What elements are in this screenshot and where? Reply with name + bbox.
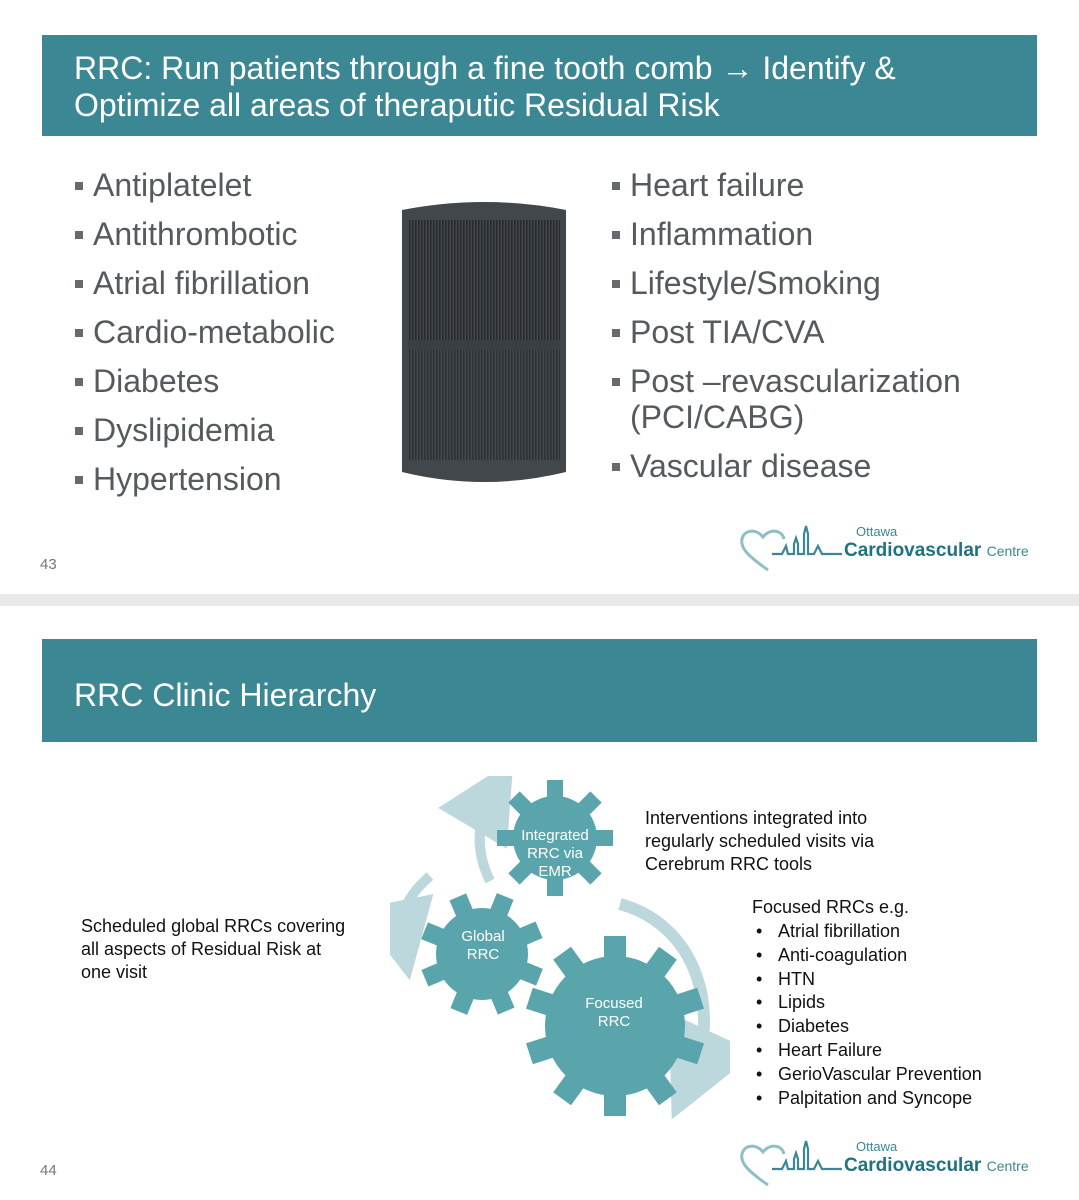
bullet-icon (612, 378, 620, 386)
list-item: • Heart Failure (752, 1039, 982, 1063)
focused-list (752, 920, 982, 1110)
list-item: Antithrombotic (75, 216, 335, 265)
bullet-icon (612, 231, 620, 239)
slide-number: 43 (40, 556, 57, 573)
list-item: Vascular disease (612, 448, 1010, 484)
logo-line1: Ottawa (856, 524, 898, 539)
bullet-icon (612, 280, 620, 288)
list-item: • GerioVascular Prevention (752, 1063, 982, 1087)
left-bullet-list (75, 167, 335, 510)
bullet-icon (75, 231, 83, 239)
list-item: • Diabetes (752, 1015, 982, 1039)
bullet-icon (75, 476, 83, 484)
cycle-arrow (480, 794, 493, 881)
bullet-icon (75, 182, 83, 190)
list-item: Cardio-metabolic (75, 314, 335, 363)
bullet-icon (75, 280, 83, 288)
logo-line1: Ottawa (856, 1139, 898, 1154)
list-item: • Atrial fibrillation (752, 920, 982, 944)
comb-image (394, 190, 574, 492)
list-item: Lifestyle/Smoking (612, 265, 1010, 301)
bullet-icon (75, 427, 83, 435)
list-item: Post TIA/CVA (612, 314, 1010, 350)
list-item: • Anti-coagulation (752, 944, 982, 968)
list-item: Antiplatelet (75, 167, 335, 216)
list-item: Inflammation (612, 216, 1010, 252)
list-item: Heart failure (612, 167, 1010, 203)
global-description: Scheduled global RRCs covering all aspects of Residual Risk at one visit (81, 916, 346, 982)
list-item: Dyslipidemia (75, 412, 335, 461)
title-bar (42, 35, 1037, 136)
bullet-icon (612, 329, 620, 337)
slide-43 (0, 0, 1079, 594)
bullet-icon (75, 378, 83, 386)
slide-number: 44 (40, 1162, 57, 1179)
gear-label-focused: Focused RRC (585, 995, 643, 1030)
right-bullet-list (612, 167, 1010, 497)
list-item: Atrial fibrillation (75, 265, 335, 314)
gear-label-global: Global RRC (461, 928, 505, 963)
focused-heading: Focused RRCs e.g. (752, 897, 910, 917)
list-item: • HTN (752, 968, 982, 992)
logo-line2: Cardiovascular Centre (844, 1155, 1029, 1176)
ottawa-cardiovascular-logo (738, 524, 1038, 574)
ottawa-cardiovascular-logo (738, 1139, 1038, 1189)
list-item: • Palpitation and Syncope (752, 1087, 982, 1111)
bullet-icon (612, 463, 620, 471)
bullet-icon (75, 329, 83, 337)
list-item: • Lipids (752, 991, 982, 1015)
gear-label-integrated: Integrated RRC via EMR (521, 827, 589, 880)
logo-line2: Cardiovascular Centre (844, 540, 1029, 561)
heart-skyline-icon (738, 524, 848, 574)
slide-title: RRC Clinic Hierarchy (74, 677, 377, 713)
slide-title: RRC: Run patients through a fine tooth comb → Identify & Optimize all areas of theraputic Residual Risk (74, 50, 896, 123)
list-item: Post –revascularization (PCI/CABG) (612, 363, 1010, 435)
title-bar (42, 639, 1037, 742)
list-item: Hypertension (75, 461, 335, 510)
slide-44 (0, 606, 1079, 1200)
integrated-description: Interventions integrated into regularly scheduled visits via Cerebrum RRC tools (645, 808, 875, 874)
list-item: Diabetes (75, 363, 335, 412)
bullet-icon (612, 182, 620, 190)
heart-skyline-icon (738, 1139, 848, 1189)
